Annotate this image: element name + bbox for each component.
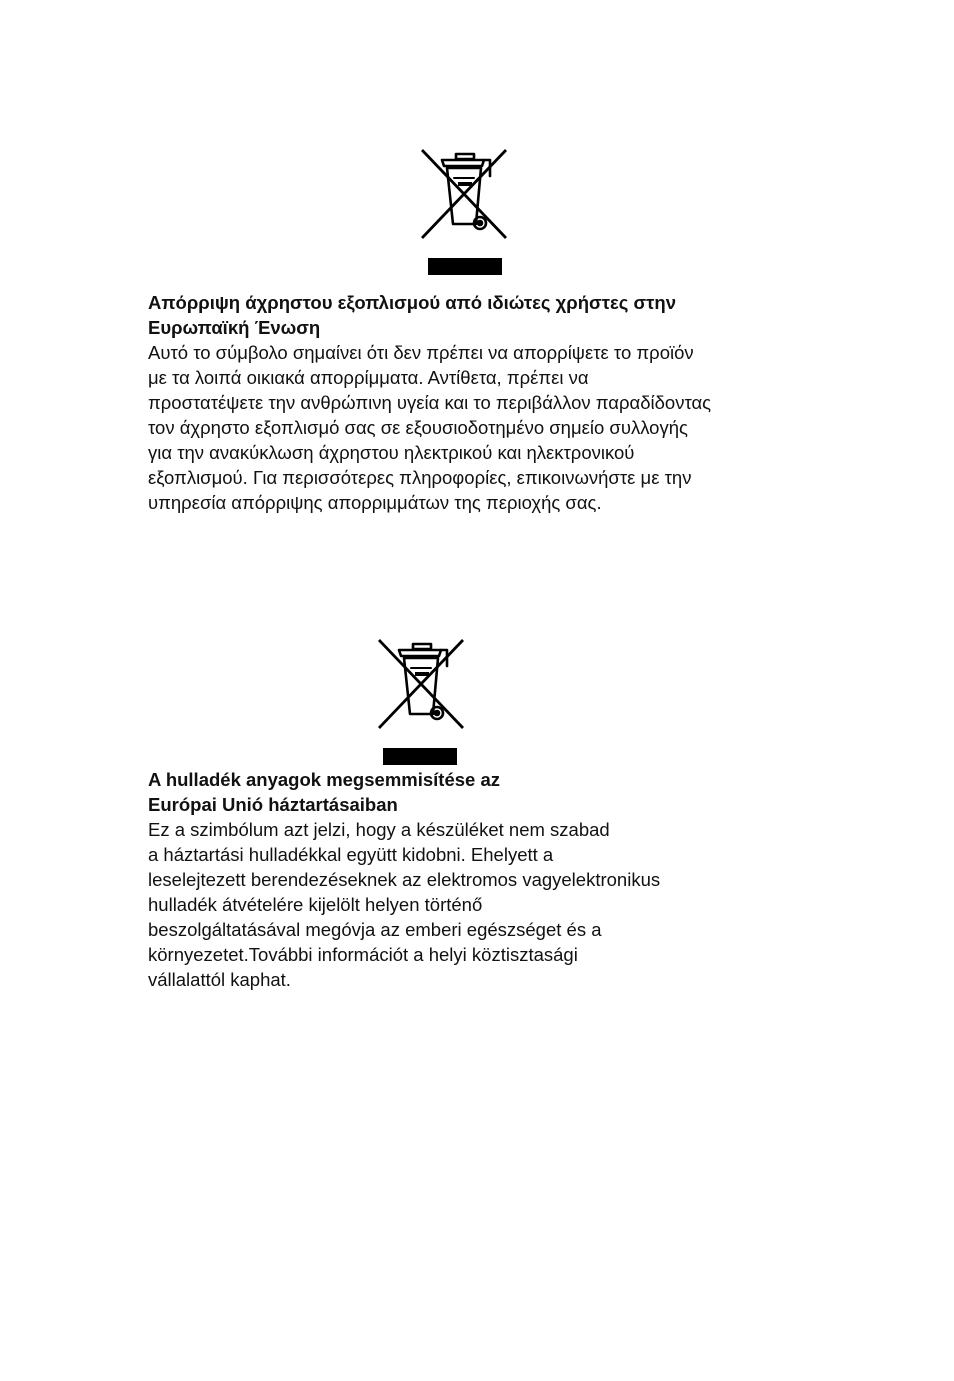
notice-body-line: τον άχρηστο εξοπλισμό σας σε εξουσιοδοτημένο σημείο συλλογής [148,417,688,438]
notice-body-line: környezetet.További információt a helyi köztisztasági [148,944,578,965]
notice-body-line: εξοπλισμού. Για περισσότερες πληροφορίες, επικοινωνήστε με την [148,467,692,488]
notice-body-line: hulladék átvételére kijelölt helyen történő [148,894,483,915]
notice-body-line: beszolgáltatásával megóvja az emberi egészséget és a [148,919,602,940]
notice-body-line: leselejtezett berendezéseknek az elektromos vagyelektronikus [148,869,661,890]
notice-body-line: υπηρεσία απόρριψης απορριμμάτων της περιοχής σας. [148,492,602,513]
notice-body-line: Αυτό το σύμβολο σημαίνει ότι δεν πρέπει να απορρίψετε το προϊόν [148,342,694,363]
notice-body-line: προστατέψετε την ανθρώπινη υγεία και το περιβάλλον παραδίδοντας [148,392,712,413]
notice-title-line: Απόρριψη άχρηστου εξοπλισμού από ιδιώτες χρήστες στην [148,292,677,313]
notice-title-line: A hulladék anyagok megsemmisítése az [148,769,500,790]
notice-body-line: Ez a szimbólum azt jelzi, hogy a készüléket nem szabad [148,819,610,840]
symbol-underline-bar [383,748,457,765]
notice-body-line: με τα λοιπά οικιακά απορρίμματα. Αντίθετα, πρέπει να [148,367,589,388]
crossed-out-wheelie-bin-icon [418,146,510,242]
notice-title-line: Európai Unió háztartásaiban [148,794,398,815]
crossed-out-wheelie-bin-icon [375,636,467,732]
greek-disposal-notice [148,290,711,515]
symbol-underline-bar [428,258,502,275]
hungarian-disposal-notice [148,767,660,992]
notice-body-line: vállalattól kaphat. [148,969,291,990]
notice-body-line: για την ανακύκλωση άχρηστου ηλεκτρικού και ηλεκτρονικού [148,442,635,463]
notice-body-line: a háztartási hulladékkal együtt kidobni. Ehelyett a [148,844,554,865]
notice-title-line: Ευρωπαϊκή Ένωση [148,317,321,338]
